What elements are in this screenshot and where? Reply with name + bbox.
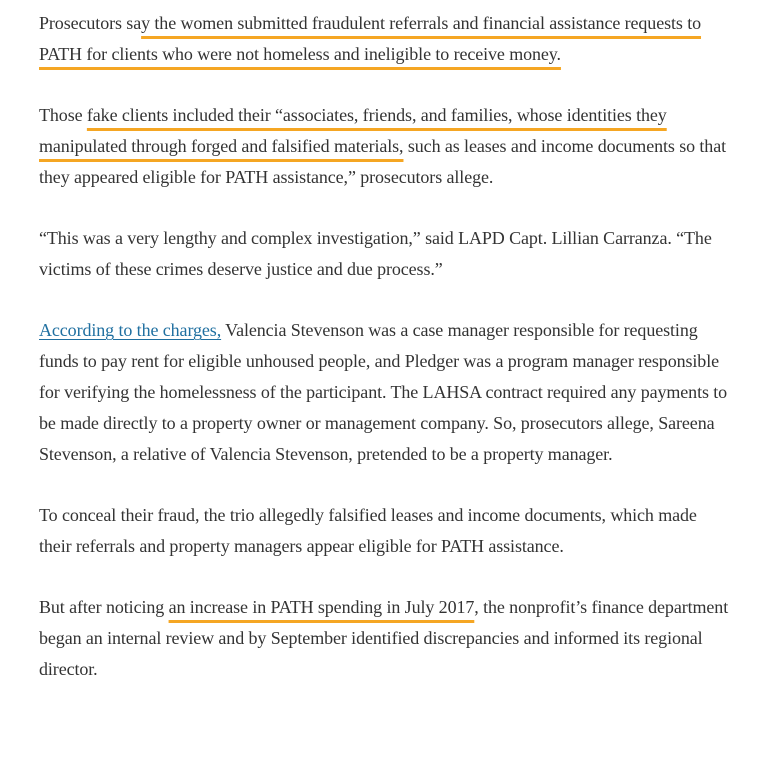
paragraph-1 [39, 8, 729, 70]
highlighted-passage-2: fake clients included their “associates, friends, and families, whose identities they manipulated through forged and falsified materials, [39, 105, 667, 156]
paragraph-6-tail: , the nonprofit’s finance department began an internal review and by September identified discrepancies and informed its regional director. [39, 597, 729, 679]
paragraph-6 [39, 592, 729, 685]
paragraph-4-text: Valencia Stevenson was a case manager responsible for requesting funds to pay rent for eligible unhoused people, and Pledger was a program manager responsible for verifying the homelessness of the participant. The LAHSA contract required any payments to be made directly to a property owner or management company. So, prosecutors allege, Sareena Stevenson, a relative of Valencia Stevenson, pretended to be a property manager. [39, 320, 728, 464]
highlighted-passage-1: y the women submitted fraudulent referrals and financial assistance requests to PATH for clients who were not homeless and ineligible to receive money. [39, 13, 702, 64]
article-body [39, 8, 729, 715]
paragraph-2-tail: such as leases and income documents so that they appeared eligible for PATH assistance,” prosecutors allege. [39, 136, 726, 187]
paragraph-2 [39, 100, 729, 193]
charges-link[interactable]: According to the charges, [39, 320, 222, 340]
paragraph-1-lead: Prosecutors sa [39, 13, 142, 33]
highlighted-passage-3: an increase in PATH spending in July 2017 [168, 597, 475, 617]
paragraph-5-text: To conceal their fraud, the trio allegedly falsified leases and income documents, which made their referrals and property managers appear eligible for PATH assistance. [39, 505, 697, 556]
paragraph-2-lead: Those [39, 105, 87, 125]
paragraph-5 [39, 500, 729, 562]
paragraph-4 [39, 315, 729, 470]
paragraph-3 [39, 223, 729, 285]
paragraph-6-lead: But after noticing [39, 597, 169, 617]
paragraph-3-text: “This was a very lengthy and complex investigation,” said LAPD Capt. Lillian Carranza. “The victims of these crimes deserve justice and due process.” [39, 228, 712, 279]
